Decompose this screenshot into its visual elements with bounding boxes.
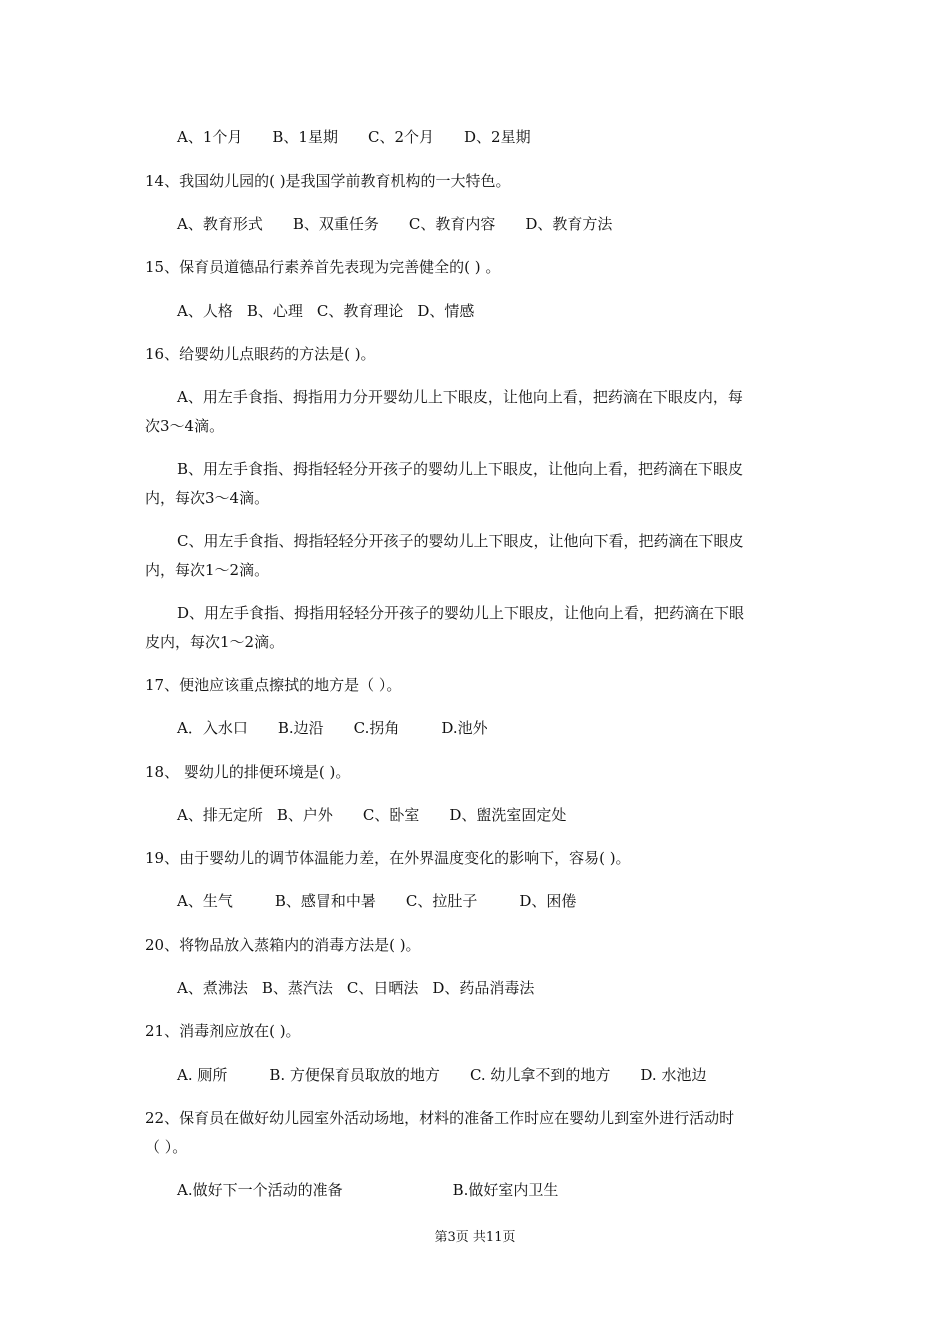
option-b: B、蒸汽法 xyxy=(261,979,333,997)
option-b: B、感冒和中暑 xyxy=(274,892,376,910)
option-a: A、煮沸法 xyxy=(177,979,248,997)
option-a: A.做好下一个活动的准备 xyxy=(177,1181,343,1199)
option-a: A．入水口 xyxy=(177,719,248,737)
question-16: 16、给婴幼儿点眼药的方法是( )。 xyxy=(145,345,376,363)
q19-options xyxy=(177,890,847,912)
question-14: 14、我国幼儿园的( )是我国学前教育机构的一大特色。 xyxy=(145,172,511,190)
q13-options xyxy=(177,126,847,148)
option-a: A. 厕所 xyxy=(177,1066,228,1084)
q16-option-b-line1: B、用左手食指、拇指轻轻分开孩子的婴幼儿上下眼皮，让他向上看，把药滴在下眼皮 xyxy=(177,460,744,478)
option-c: C、卧室 xyxy=(362,806,420,824)
option-a: A、排无定所 xyxy=(177,806,263,824)
option-c: C、教育内容 xyxy=(408,215,496,233)
option-d: D. 水池边 xyxy=(640,1066,707,1084)
option-d: D.池外 xyxy=(441,719,488,737)
option-c: C、日晒法 xyxy=(346,979,419,997)
option-a: A、人格 xyxy=(177,302,233,320)
option-a: A、生气 xyxy=(177,892,233,910)
option-b: B、户外 xyxy=(276,806,333,824)
option-b: B. 方便保育员取放的地方 xyxy=(269,1066,440,1084)
q14-options xyxy=(177,213,847,235)
question-17: 17、便池应该重点擦拭的地方是（ ）。 xyxy=(145,676,402,694)
option-c: C、教育理论 xyxy=(316,302,404,320)
question-22-line1: 22、保育员在做好幼儿园室外活动场地，材料的准备工作时应在婴幼儿到室外进行活动时 xyxy=(145,1109,735,1127)
q18-options xyxy=(177,804,847,826)
question-21: 21、消毒剂应放在( )。 xyxy=(145,1022,301,1040)
q16-option-d-line1: D、用左手食指、拇指用轻轻分开孩子的婴幼儿上下眼皮，让他向上看，把药滴在下眼 xyxy=(177,604,745,622)
option-b: B、1星期 xyxy=(272,128,338,146)
option-d: D、2星期 xyxy=(464,128,531,146)
question-19: 19、由于婴幼儿的调节体温能力差，在外界温度变化的影响下，容易( )。 xyxy=(145,849,631,867)
option-d: D、盥洗室固定处 xyxy=(449,806,567,824)
q21-options xyxy=(177,1064,847,1086)
q15-options xyxy=(177,300,847,322)
option-a: A、1个月 xyxy=(177,128,243,146)
option-b: B.做好室内卫生 xyxy=(452,1181,559,1199)
q16-option-b-line2: 内，每次3～4滴。 xyxy=(145,489,270,507)
q22-options xyxy=(177,1179,847,1201)
option-d: D、情感 xyxy=(417,302,475,320)
option-c: C、2个月 xyxy=(367,128,434,146)
q16-option-c-line2: 内，每次1～2滴。 xyxy=(145,561,270,579)
question-18: 18、 婴幼儿的排便环境是( )。 xyxy=(145,763,351,781)
option-c: C. 幼儿拿不到的地方 xyxy=(469,1066,611,1084)
option-c: C.拐角 xyxy=(353,719,400,737)
option-b: B.边沿 xyxy=(277,719,324,737)
option-b: B、心理 xyxy=(246,302,303,320)
option-d: D、教育方法 xyxy=(525,215,613,233)
option-b: B、双重任务 xyxy=(292,215,379,233)
question-20: 20、将物品放入蒸箱内的消毒方法是( )。 xyxy=(145,936,421,954)
q17-options xyxy=(177,717,847,739)
option-a: A、教育形式 xyxy=(177,215,263,233)
page-number: 第3页 共11页 xyxy=(434,1230,516,1245)
q20-options xyxy=(177,977,847,999)
option-d: D、药品消毒法 xyxy=(432,979,535,997)
option-c: C、拉肚子 xyxy=(405,892,478,910)
q16-option-c-line1: C、用左手食指、拇指轻轻分开孩子的婴幼儿上下眼皮，让他向下看，把药滴在下眼皮 xyxy=(177,532,744,550)
question-15: 15、保育员道德品行素养首先表现为完善健全的( ) 。 xyxy=(145,258,501,276)
q16-option-a-line2: 次3～4滴。 xyxy=(145,417,225,435)
q16-option-d-line2: 皮内，每次1～2滴。 xyxy=(145,633,285,651)
question-22-line2: （ ）。 xyxy=(145,1138,188,1156)
q16-option-a-line1: A、用左手食指、拇指用力分开婴幼儿上下眼皮，让他向上看，把药滴在下眼皮内，每 xyxy=(177,388,743,406)
option-d: D、困倦 xyxy=(519,892,577,910)
